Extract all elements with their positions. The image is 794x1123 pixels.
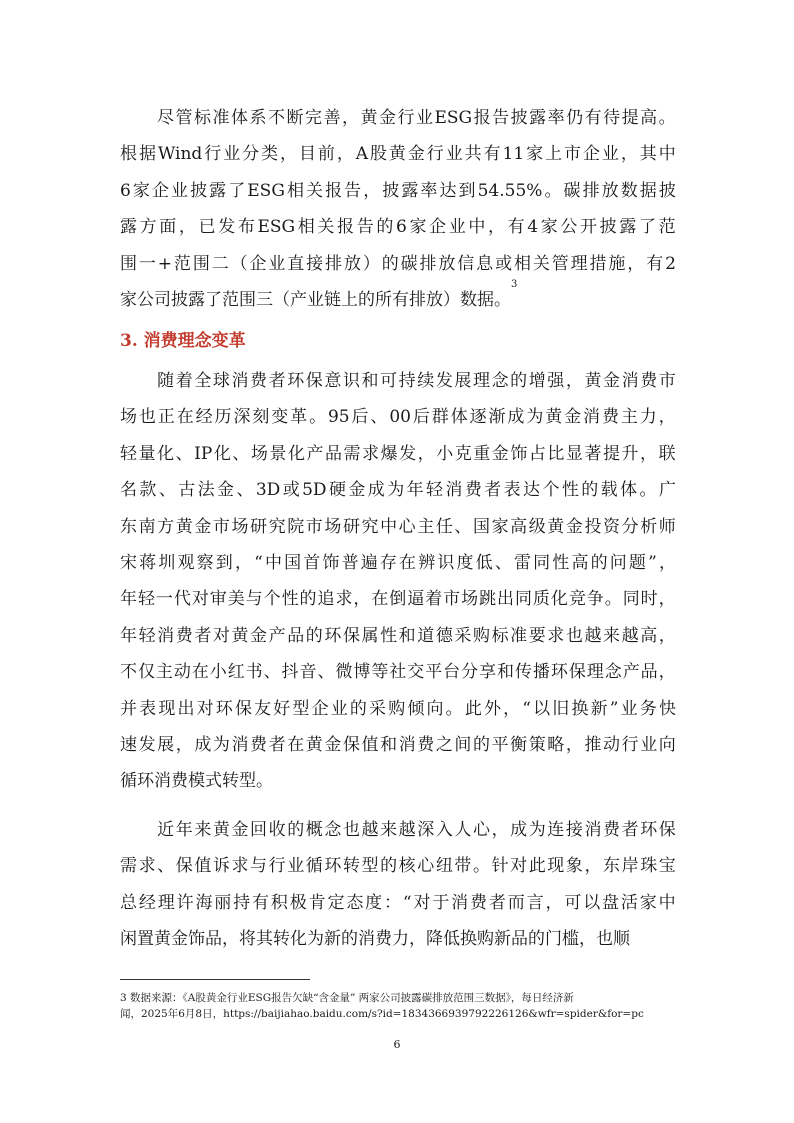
section-heading: 3. 消费理念变革	[120, 331, 246, 351]
text-line: 东 南 方 黄 金 市 场 研 究 院 市 场 研 究 中 心 主 任 、 国 家 高 级 黄 金 投 资 分 析 师	[120, 516, 676, 537]
text-line: 速 发 展 ， 成 为 消 费 者 在 黄 金 保 值 和 消 费 之 间 的 平 衡 策 略 ， 推 动 行 业 向	[120, 735, 676, 755]
text-line: 宋 蒋 圳 观 察 到 ， “ 中 国 首 饰 普 遍 存 在 辨 识 度 低 、 雷 同 性 高 的 问 题 ” ，	[120, 553, 676, 573]
text-line: 需 求 、 保 值 诉 求 与 行 业 循 环 转 型 的 核 心 纽 带 。 针 对 此 现 象 ， 东 岸 珠 宝	[120, 856, 676, 877]
text-line: 场 也 正 在 经 历 深 刻 变 革 。 95 后 、 00 后 群 体 逐 渐 成 为 黄 金 消 费 主 力 ，	[120, 407, 676, 428]
text-line: 不 仅 主 动 在 小 红 书 、 抖 音 、 微 博 等 社 交 平 台 分 享 和 传 播 环 保 理 念 产 品 ，	[120, 662, 676, 683]
text-line: 6 家 企 业 披 露 了 ESG 相 关 报 告 ， 披 露 率 达 到 54.55% 。 碳 排 放 数 据 披	[120, 180, 676, 201]
text-line: 总 经 理 许 海 丽 持 有 积 极 肯 定 态 度 ： “ 对 于 消 费 者 而 言 ， 可 以 盘 活 家 中	[120, 892, 676, 913]
text-line: 家公司披露了范围三（产业链上的所有排放）数据。 3	[120, 285, 676, 315]
footnote-reference[interactable]: 3	[511, 279, 518, 290]
text-line: 围 一 + 范 围 二 （ 企 业 直 接 排 放 ） 的 碳 排 放 信 息 或 相 关 管 理 措 施 ， 有 2	[120, 253, 676, 274]
footnote-line-1: 3 数据来源：《A股黄金行业ESG报告欠缺“含金量” 两家公司披露碳排放范围三数据》，每日经济新	[120, 992, 574, 1004]
footnote-divider	[120, 979, 310, 980]
text-line: 尽 管 标 准 体 系 不 断 完 善 ， 黄 金 行 业 ESG 报 告 披 露 率 仍 有 待 提 高 。	[157, 108, 676, 128]
text-line: 循环消费模式转型。	[120, 771, 273, 792]
text-line: 名 款 、 古 法 金 、 3D 或 5D 硬 金 成 为 年 轻 消 费 者 表 达 个 性 的 载 体 。 广	[120, 480, 676, 501]
text-line: 年 轻 一 代 对 审 美 与 个 性 的 追 求 ， 在 倒 逼 着 市 场 跳 出 同 质 化 竞 争 。 同 时 ，	[120, 589, 676, 610]
text-line: 轻 量 化 、 IP 化 、 场 景 化 产 品 需 求 爆 发 ， 小 克 重 金 饰 占 比 显 著 提 升 ， 联	[120, 443, 676, 464]
footnote-line-2: 闻，2025年6月8日，https://baijiahao.baidu.com/s?id=1834366939792226126&wfr=spider&for=pc	[120, 1008, 644, 1020]
text-line: 根 据 Wind 行 业 分 类 ， 目 前 ， A 股 黄 金 行 业 共 有 11 家 上 市 企 业 ， 其 中	[120, 144, 676, 165]
text-line: 闲置黄金饰品，将其转化为新的消费力，降低换购新品的门槛，也顺	[120, 929, 630, 950]
text-line: 年 轻 消 费 者 对 黄 金 产 品 的 环 保 属 性 和 道 德 采 购 标 准 要 求 也 越 来 越 高 ，	[120, 625, 676, 646]
text-line: 露 方 面 ， 已 发 布 ESG 相 关 报 告 的 6 家 企 业 中 ， 有 4 家 公 开 披 露 了 范	[120, 217, 676, 238]
text-line: 并 表 现 出 对 环 保 友 好 型 企 业 的 采 购 倾 向 。 此 外 ， “ 以 旧 换 新 ” 业 务 快	[120, 698, 676, 719]
text-line: 随 着 全 球 消 费 者 环 保 意 识 和 可 持 续 发 展 理 念 的 增 强 ， 黄 金 消 费 市	[157, 371, 676, 391]
page-number: 6	[393, 1038, 401, 1051]
text-line: 近 年 来 黄 金 回 收 的 概 念 也 越 来 越 深 入 人 心 ， 成 为 连 接 消 费 者 环 保	[157, 820, 676, 840]
